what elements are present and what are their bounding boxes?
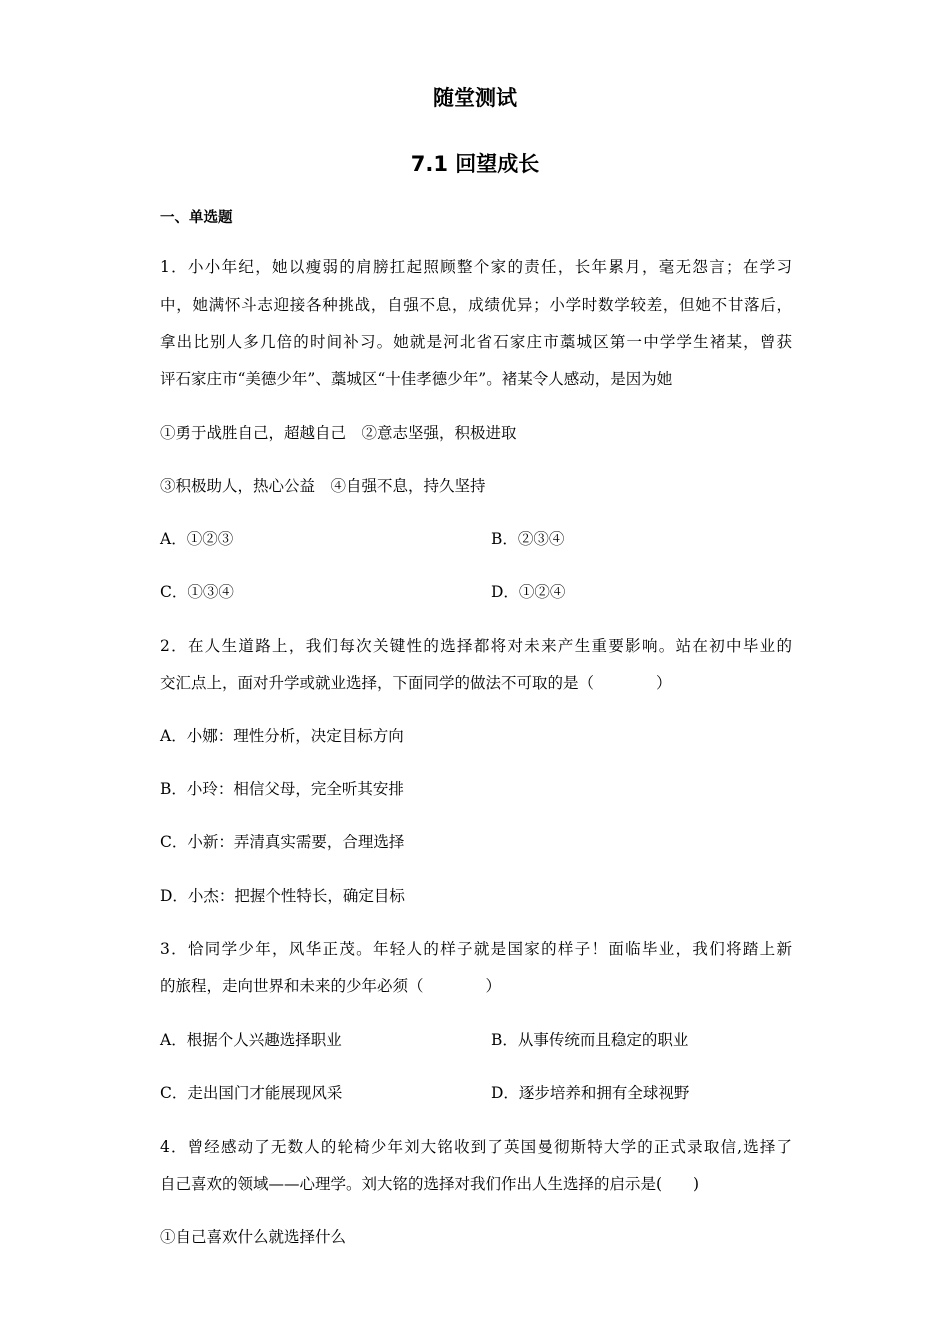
q4-line-1: 4．曾经感动了无数人的轮椅少年刘大铭收到了英国曼彻斯特大学的正式录取信,选择了	[160, 1138, 792, 1156]
q4-statement-1: ①自己喜欢什么就选择什么	[160, 1228, 347, 1246]
q4-line-2: 自己喜欢的领域——心理学。刘大铭的选择对我们作出人生选择的启示是( )	[160, 1175, 700, 1193]
q1-statement-2: ③积极助人，热心公益 ④自强不息，持久坚持	[160, 477, 486, 495]
q2-option-d: D．小杰：把握个性特长，确定目标	[160, 887, 405, 905]
q2-option-a: A．小娜：理性分析，决定目标方向	[160, 727, 404, 745]
q3-line-1: 3．恰同学少年，风华正茂。年轻人的样子就是国家的样子！面临毕业，我们将踏上新	[160, 940, 792, 958]
q2-line-2: 交汇点上，面对升学或就业选择，下面同学的做法不可取的是（ ）	[160, 674, 672, 692]
q2-option-b: B．小玲：相信父母，完全听其安排	[160, 780, 404, 798]
q2-line-1: 2．在人生道路上，我们每次关键性的选择都将对未来产生重要影响。站在初中毕业的	[160, 637, 792, 655]
q1-option-d: D．①②④	[491, 583, 566, 601]
q1-line-2: 中，她满怀斗志迎接各种挑战，自强不息，成绩优异；小学时数学较差，但她不甘落后，	[160, 296, 792, 314]
document-title: 随堂测试	[433, 86, 517, 110]
q1-line-3: 拿出比别人多几倍的时间补习。她就是河北省石家庄市藁城区第一中学学生褚某，曾获	[160, 333, 792, 351]
q1-line-4: 评石家庄市“美德少年”、藁城区“十佳孝德少年”。褚某令人感动，是因为她	[160, 370, 673, 388]
q1-statement-1: ①勇于战胜自己，超越自己 ②意志坚强，积极进取	[160, 424, 517, 442]
section-heading: 一、单选题	[160, 210, 233, 226]
q3-line-2: 的旅程，走向世界和未来的少年必须（ ）	[160, 977, 502, 995]
q2-option-c: C．小新：弄清真实需要，合理选择	[160, 833, 405, 851]
lesson-title: 7.1 回望成长	[410, 152, 540, 176]
q3-option-c: C．走出国门才能展现风采	[160, 1084, 343, 1102]
q1-line-1: 1．小小年纪，她以瘦弱的肩膀扛起照顾整个家的责任，长年累月，毫无怨言；在学习	[160, 258, 792, 276]
q3-option-b: B．从事传统而且稳定的职业	[491, 1031, 689, 1049]
q3-option-a: A．根据个人兴趣选择职业	[160, 1031, 342, 1049]
q1-option-c: C．①③④	[160, 583, 234, 601]
q1-option-a: A．①②③	[160, 530, 234, 548]
q1-option-b: B．②③④	[491, 530, 565, 548]
q3-option-d: D．逐步培养和拥有全球视野	[491, 1084, 690, 1102]
